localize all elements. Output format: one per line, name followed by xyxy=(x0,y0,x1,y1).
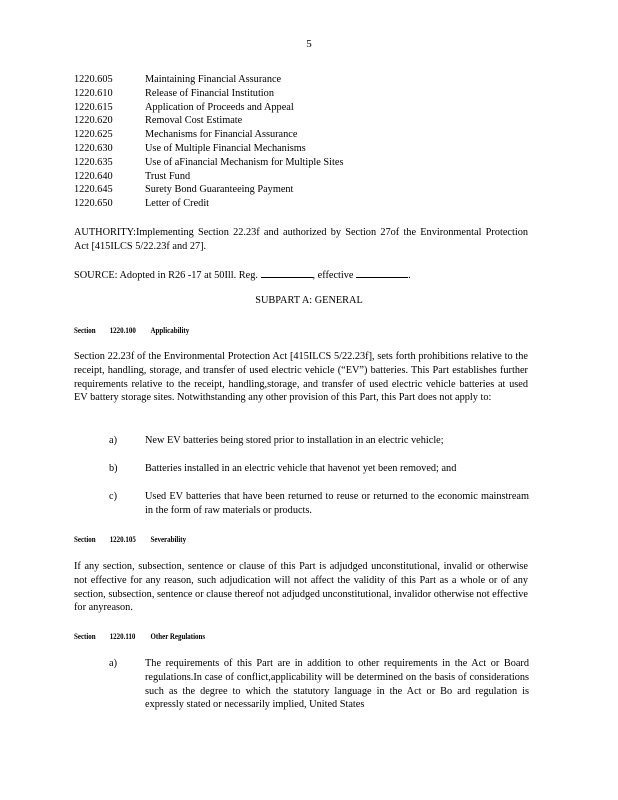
toc-row xyxy=(74,156,343,170)
item-label: a) xyxy=(109,658,117,669)
subpart-heading: SUBPART A: GENERAL xyxy=(255,295,363,306)
toc-row xyxy=(74,101,343,115)
item-text: Used EV batteries that have been returned to reuse or returned to the economic mainstream in the form of raw materials or products. xyxy=(145,491,529,516)
list-item xyxy=(109,490,529,518)
toc-row xyxy=(74,73,343,87)
source-end: . xyxy=(408,270,411,281)
toc-title: Mechanisms for Financial Assurance xyxy=(145,129,298,141)
section-number: 1220.105 xyxy=(109,535,136,544)
section-label: Section xyxy=(74,632,96,641)
toc-number: 1220.630 xyxy=(74,142,113,154)
toc-title: Use of Multiple Financial Mechanisms xyxy=(145,142,306,154)
toc-number: 1220.635 xyxy=(74,156,113,168)
toc-row xyxy=(74,128,343,142)
section-title: Applicability xyxy=(150,326,190,335)
toc-title: Application of Proceeds and Appeal xyxy=(145,101,294,113)
table-of-contents xyxy=(74,73,343,211)
list-item xyxy=(109,657,529,712)
toc-title: Use of aFinancial Mechanism for Multiple Sites xyxy=(145,156,344,168)
section-heading-severability xyxy=(74,535,186,544)
toc-title: Maintaining Financial Assurance xyxy=(145,74,282,85)
applicability-paragraph: Section 22.23f of the Environmental Protection Act [415ILCS 5/22.23f], sets forth prohibitions relative to the receipt, handling, storage, and transfer of used electric vehicle (“EV”) batteries. This Part establishes further requirements relative to the receipt, handling,storage, and transfer of used electric vehicle batteries at used EV battery storage sites. Notwithstanding any other provision of this Part, this Part does not apply to: xyxy=(74,351,528,404)
item-text: The requirements of this Part are in addition to other requirements in the Act or Board regulations.In case of conflict,applicability will be determined on the basis of considerations such as the degree to which the statutory language in the Act or Bo ard regulation is expressly stated or necessarily implied, United States xyxy=(145,658,529,711)
toc-number: 1220.625 xyxy=(74,129,113,141)
toc-number: 1220.610 xyxy=(74,87,113,99)
register-blank xyxy=(261,267,313,278)
toc-row xyxy=(74,142,343,156)
section-title: Other Regulations xyxy=(150,632,206,641)
page-number: 5 xyxy=(306,38,312,50)
toc-title: Release of Financial Institution xyxy=(145,87,274,99)
list-item xyxy=(109,462,529,476)
section-number: 1220.100 xyxy=(109,326,136,335)
toc-number: 1220.620 xyxy=(74,115,113,127)
severability-paragraph: If any section, subsection, sentence or clause of this Part is adjudged unconstitutional, invalid or otherwise not effective for any reason, such adjudication will not affect the validity of this Part as a whole or of any section, subsection, sentence or clause thereof not adjudged unconstitutional, invalidor otherwise not effective for anyreason. xyxy=(74,561,528,614)
section-label: Section xyxy=(74,326,96,335)
toc-number: 1220.605 xyxy=(74,74,113,85)
toc-title: Letter of Credit xyxy=(145,198,210,210)
list-item xyxy=(109,434,529,448)
item-label: b) xyxy=(109,463,118,474)
toc-title: Removal Cost Estimate xyxy=(145,115,243,127)
toc-title: Trust Fund xyxy=(145,170,191,182)
toc-number: 1220.615 xyxy=(74,101,113,113)
source-prefix: SOURCE: Adopted in R26 -17 at 50Ill. Reg. xyxy=(74,270,258,281)
authority-paragraph: AUTHORITY:Implementing Section 22.23f and authorized by Section 27of the Environmental Protection Act [415ILCS 5/22.23f and 27]. xyxy=(74,227,528,252)
toc-number: 1220.650 xyxy=(74,198,113,210)
toc-row xyxy=(74,183,343,197)
effective-date-blank xyxy=(356,267,408,278)
section-title: Severability xyxy=(150,535,187,544)
item-label: c) xyxy=(109,491,117,502)
item-text: Batteries installed in an electric vehicle that havenot yet been removed; and xyxy=(145,463,457,474)
toc-title: Surety Bond Guaranteeing Payment xyxy=(145,184,294,196)
section-heading-other-regulations xyxy=(74,632,205,641)
source-mid: , effective xyxy=(312,270,354,281)
toc-row xyxy=(74,170,343,184)
section-heading-applicability xyxy=(74,326,189,335)
toc-row xyxy=(74,114,343,128)
toc-row xyxy=(74,87,343,101)
source-paragraph xyxy=(74,267,528,283)
toc-number: 1220.640 xyxy=(74,170,113,182)
item-label: a) xyxy=(109,435,117,446)
section-number: 1220.110 xyxy=(109,632,136,641)
item-text: New EV batteries being stored prior to installation in an electric vehicle; xyxy=(145,435,444,446)
toc-row xyxy=(74,197,343,211)
section-label: Section xyxy=(74,535,96,544)
toc-number: 1220.645 xyxy=(74,184,113,196)
